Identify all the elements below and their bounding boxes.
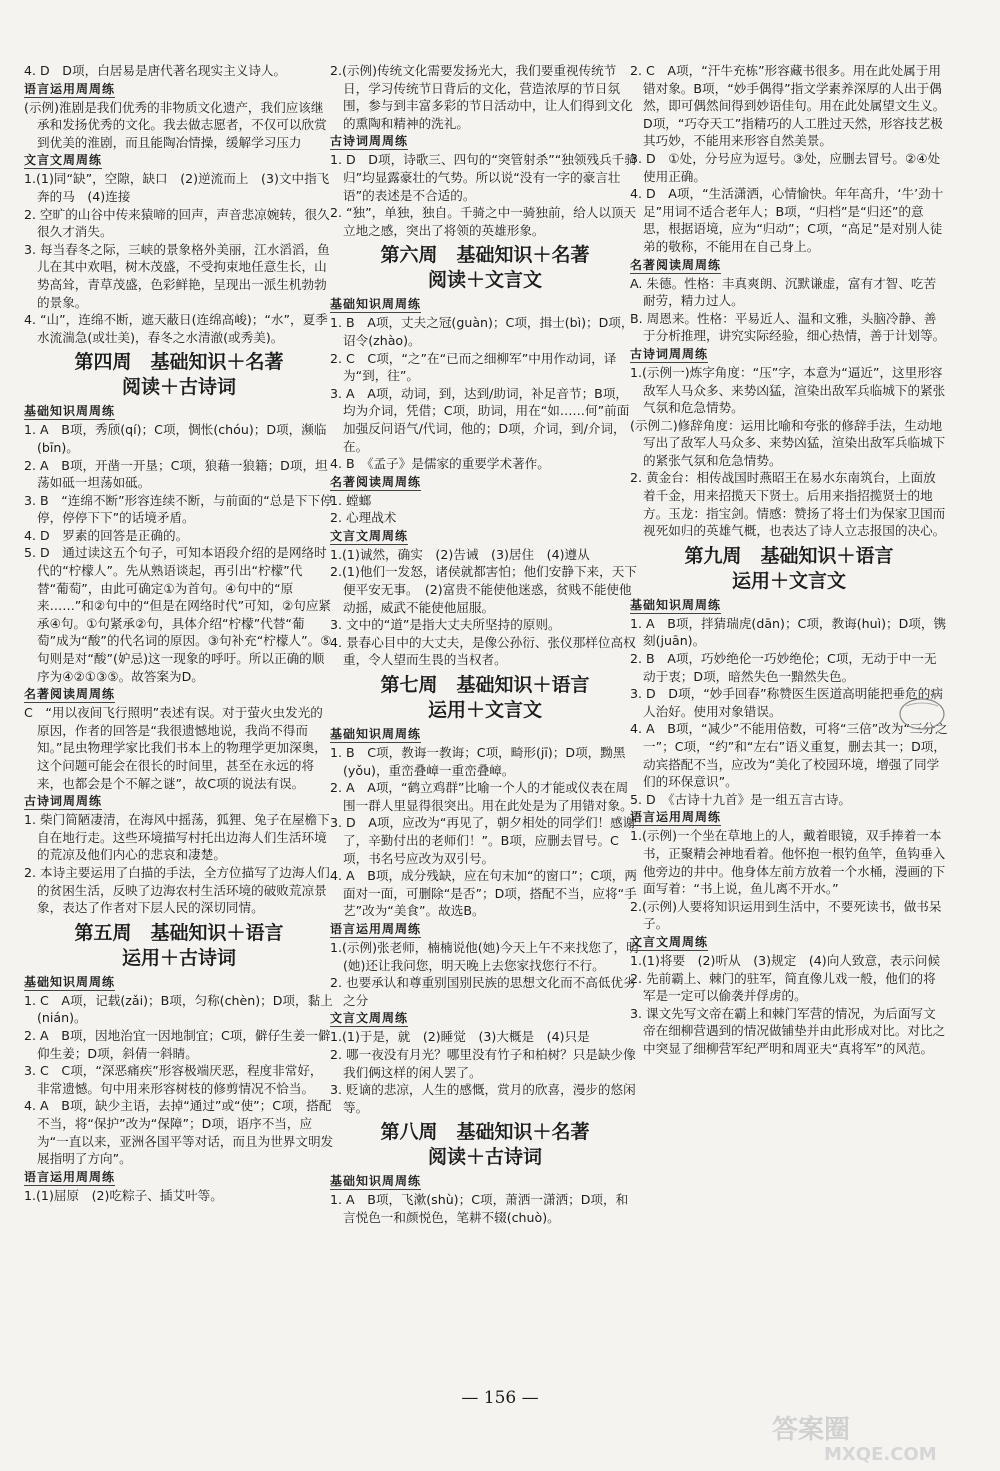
week-heading-line: 第九周 基础知识＋语言 <box>684 544 894 567</box>
section-subheading: 名著阅读周周练 <box>24 687 116 702</box>
answer-item: 1. C A项，记载(zǎi)；B项，匀称(chèn)；D项，黏上(nián)。 <box>24 992 333 1026</box>
section-subheading: 古诗词周周练 <box>24 794 103 809</box>
answer-item: 4. D A项，“生活潇洒，心情愉快。年年高升，‘牛’劲十足”用词不适合老年人；B项，“归档”是“归还”的意思，根据语境，应为“归动”；C项，“高足”是对别人徒弟的敬称，不能用在自己身上。 <box>630 186 944 254</box>
answer-item: 2.(示例)人要将知识运用到生活中，不要死读书，做书呆子。 <box>630 898 942 932</box>
section-subheading: 语言运用周周练 <box>330 921 422 936</box>
answer-item: 3. A A项，动词，到，达到/助词，补足音节；B项，均为介词，凭借；C项，助词，用在“如……何”前面加强反问语气/代词，他的；D项，介词，到/介词，在。 <box>330 385 630 454</box>
answer-item: 2. “独”，单独，独自。千骑之中一骑独前，给人以顶天立地之感，突出了将领的英雄形象。 <box>330 205 637 238</box>
answer-item: 1. B C项，教诲一教诲；C项，畸形(jī)；D项，黝黑(yǒu)，重峦叠嶂一重峦叠嶂。 <box>330 745 626 778</box>
answer-item: 2. 空旷的山谷中传来猿啼的回声，声音悲凉婉转，很久很久才消失。 <box>24 206 330 240</box>
week-heading-line: 第六周 基础知识＋名著 <box>380 244 590 267</box>
answer-item: 4. A B项，“减少”不能用倍数，可将“三倍”改为“三分之一”；C项，“约”和“左右”语义重复，删去其一；D项，动宾搭配不当，应改为“美化了校园环境，增强了同学们的环保意识”。 <box>630 721 948 790</box>
week-heading <box>24 350 334 400</box>
answer-item: 1. A B项，飞漱(shù)；C项，萧洒一潇洒；D项，和言悦色一和颜悦色，笔耕不辍(chuò)。 <box>330 1192 629 1225</box>
answer-item: A. 朱德。性格：丰真爽朗、沉默谦虚，富有才智、吃苦耐劳，精力过人。 <box>630 275 937 309</box>
answer-item: 3. D D项，“妙手回春”称赞医生医道高明能把垂危的病人治好。使用对象错误。 <box>630 686 943 719</box>
week-heading <box>630 544 948 594</box>
answer-item: 1.(1)诚然，确实 (2)告诫 (3)居住 (4)遵从 <box>330 546 590 562</box>
answer-item: 2. A B项，因地治宜一因地制宜；C项，僻仔生姜一僻仰生姜；D项，斜倩一斜睛。 <box>24 1027 331 1061</box>
week-heading <box>24 921 334 971</box>
answer-item: 1.(示例)张老师，楠楠说他(她)今天上午不来找您了，明(她)还让我问您，明天晚上去您家找您行不行。 <box>330 939 639 973</box>
section-subheading: 文言文周周练 <box>630 934 709 949</box>
section-subheading: 基础知识周周练 <box>330 297 422 312</box>
week-heading <box>330 243 640 293</box>
week-heading-line: 阅读＋文言文 <box>427 269 542 292</box>
answer-item: 2. B A项，巧妙绝伦一巧妙绝伦；C项，无动于中一无动于衷；D项，暗然失色一黯然失色。 <box>630 651 937 684</box>
section-subheading: 古诗词周周练 <box>330 134 409 149</box>
svg-text:MXQE.COM: MXQE.COM <box>824 1444 937 1464</box>
answer-item: 4. 景春心目中的大丈夫，是像公孙衍、张仪那样位高权重，令人望而生畏的当权者。 <box>330 634 636 668</box>
section-subheading: 基础知识周周练 <box>330 727 422 742</box>
watermark-logo-icon <box>764 1408 974 1464</box>
section-subheading: 文言文周周练 <box>330 528 409 543</box>
week-heading-line: 运用＋古诗词 <box>121 946 236 969</box>
section-subheading: 名著阅读周周练 <box>330 474 422 489</box>
answer-item: 1. A B项，秀颀(qí)；C项，惆怅(chóu)；D项，濒临(bīn)。 <box>24 422 327 455</box>
answer-item: 1.(1)同“缺”，空隙，缺口 (2)逆流而上 (3)文中指飞奔的马 (4)连接 <box>24 171 330 204</box>
column-3 <box>630 62 948 1058</box>
week-heading-line: 阅读＋古诗词 <box>427 1146 542 1169</box>
answer-item: 4. A B项，缺少主语，去掉“通过”或“使”；C项，搭配不当，将“保护”改为“保障”；D项，语序不当，应为“一直以来，亚洲各国平等对话，而且为世界文明发展指明了方向”。 <box>24 1098 334 1167</box>
answer-item: 1. D D项，诗歌三、四句的“突管射杀”“独领残兵千骑归”均显露豪壮的气势。所以说“没有一字的豪言壮语”的表述是不合适的。 <box>330 152 637 203</box>
answer-item: 2. 心理战术 <box>330 510 397 526</box>
section-subheading: 文言文周周练 <box>330 1011 409 1026</box>
answer-item: 5. D 《古诗十九首》是一组五言古诗。 <box>630 791 851 807</box>
section-subheading: 基础知识周周练 <box>24 404 116 419</box>
section-subheading: 语言运用周周练 <box>24 1169 116 1184</box>
week-heading-line: 第八周 基础知识＋名著 <box>380 1121 590 1144</box>
section-subheading: 名著阅读周周练 <box>630 257 722 272</box>
column-1 <box>24 62 334 1204</box>
section-subheading: 文言文周周练 <box>24 153 103 168</box>
answer-item: 3. 文中的“道”是指大丈夫所坚持的原则。 <box>330 617 561 633</box>
answer-item: 2.(示例)传统文化需要发扬光大，我们要重视传统节日，学习传统节日背后的文化，营造浓厚的节日氛围，参与到丰富多彩的节日活动中，让人们得到文化的熏陶和精神的洗礼。 <box>330 63 633 131</box>
answer-item: 2. A A项，“鹤立鸡群”比喻一个人的才能或仪表在周围一群人里显得很突出。用在此处是为了用错对象。 <box>330 780 633 813</box>
answer-item: 1.(1)将要 (2)听从 (3)规定 (4)向人致意，表示问候 <box>630 952 941 968</box>
week-heading <box>330 1120 640 1170</box>
section-subheading: 语言运用周周练 <box>24 81 116 96</box>
answer-item: C “用以夜间飞行照明”表述有误。对于萤火虫发光的原因，作者的回答是“我很遗憾地说，我尚不得而知。”昆虫物理学家比我们书本上的物理学更加深奥，这个问题可能会在很长的时间里，甚至在永远的将来，也都会是个不解之谜”，故C项的说法有误。 <box>24 705 327 791</box>
week-heading-line: 第五周 基础知识＋语言 <box>74 921 284 944</box>
week-heading-line: 运用＋文言文 <box>427 699 542 722</box>
answer-item: 2. 黄金台：相传战国时燕昭王在易水东南筑台，上面放着千金，用来招揽天下贤士。后用来指招揽贤士的地方。玉龙：指宝剑。情感：赞扬了将士们为保家卫国而视死如归的英雄气概，也表达了诗人立志报国的决心。 <box>630 470 946 539</box>
answer-item: 3. 贬谪的悲凉，人生的感慨，赏月的欣喜，漫步的悠闲等。 <box>330 1082 636 1115</box>
answer-item: 1.(示例一)炼字角度：“压”字，本意为“逼近”，这里形容敌军人马众多、来势凶猛，渲染出敌军兵临城下的紧张气氛和危急情势。 <box>630 364 946 416</box>
week-heading <box>330 673 640 723</box>
week-heading-line: 运用＋文言文 <box>731 569 846 592</box>
answer-item: 2.(1)他们一发怒，诸侯就都害怕；他们安静下来，天下便平安无事。 (2)富贵不能使他迷惑，贫贱不能使他动摇，威武不能使他屈服。 <box>330 564 637 615</box>
answer-item: 4. A B项，成分残缺，应在句末加“的窗口”；C项，两面对一面，可删除“是否”；D项，搭配不当，应将“手艺”改为“美食”。故选B。 <box>330 868 637 919</box>
answer-item: 2. C C项，“之”在“已而之细柳军”中用作动词，译为“到，往”。 <box>330 350 617 384</box>
answer-item: 1.(示例)一个坐在草地上的人，戴着眼镜，双手捧着一本书，正聚精会神地看着。他怀抱一根钓鱼竿，鱼钩垂入他旁边的井中。他身体左前方放着一个水桶，漫画的下面写着：“书上说，鱼儿离不开水。” <box>630 828 946 897</box>
answer-item: (示例二)修辞角度：运用比喻和夸张的修辞手法，生动地写出了敌军人马众多、来势凶猛，渲染出敌军兵临城下的紧张气氛和危急情势。 <box>630 417 946 468</box>
answer-item: 1.(1)屈原 (2)吃粽子、插艾叶等。 <box>24 1187 223 1203</box>
answer-item: (示例)淮剧是我们优秀的非物质文化遗产，我们应该继承和发扬优秀的文化。我去做志愿者，不仅可以欣赏到优美的淮剧，而且能陶冶情操，缓解学习压力 <box>24 99 327 150</box>
section-subheading: 基础知识周周练 <box>630 597 722 612</box>
week-heading-line: 第七周 基础知识＋语言 <box>380 674 590 697</box>
section-subheading: 基础知识周周练 <box>330 1174 422 1189</box>
answer-item: 2. 也要承认和尊重别国别民族的思想文化而不高低优劣之分 <box>330 975 636 1008</box>
answer-item: B. 周恩来。性格：平易近人、温和文雅，头脑冷静、善于分析推理，讲究实际经验，细心热情，善于计划等。 <box>630 310 946 344</box>
answer-item: 3. D A项，应改为“再见了，朝夕相处的同学们！感谢了，辛勤付出的老师们！”。B项，应删去冒号。C项，书名号应改为双引号。 <box>330 815 636 866</box>
answer-item: 4. “山”，连绵不断，遮天蔽日(连绵高峻)；“水”，夏季水流湍急(或壮美)，春冬之水清澈(或秀美)。 <box>24 312 328 345</box>
answer-item: 1. 柴门简陋凄清，在海风中摇荡，狐狸、兔子在屋檐下自在地行走。这些环境描写村托出边海人们生活环境的荒凉及他们内心的悲哀和凄楚。 <box>24 812 330 863</box>
answer-item: 4. B 《孟子》是儒家的重要学术著作。 <box>330 456 550 472</box>
section-subheading: 语言运用周周练 <box>630 810 722 825</box>
answer-item: 2. 先前霸上、棘门的驻军，简直像儿戏一般，他们的将军是一定可以偷袭并俘虏的。 <box>630 970 936 1004</box>
section-subheading: 古诗词周周练 <box>630 346 709 361</box>
week-heading-line: 阅读＋古诗词 <box>121 376 236 399</box>
stamp-icon <box>898 696 946 732</box>
answer-item: 2. C A项，“汗牛充栋”形容藏书很多。用在此处属于用错对象。B项，“妙手偶得”指文学素养深厚的人出于偶然，即可偶然间得到妙语佳句。用在此处属望文生义。D项，“巧夺天工”指精巧的人工胜过天然，形容技艺极其巧妙，不能用来形容自然美景。 <box>630 63 946 149</box>
answer-item: 1.(1)于是，就 (2)睡觉 (3)大概是 (4)只是 <box>330 1029 590 1045</box>
answer-item: 3. C C项，“深恶痛疾”形容极端厌恶，程度非常好，非常遗憾。句中用来形容树枝的修剪情况不恰当。 <box>24 1063 323 1096</box>
answer-item: 5. D 通过读这五个句子，可知本语段介绍的是网络时代的“柠檬人”。先从熟语谈起，再引出“柠檬”代替“葡萄”，由此可确定①为首句。④句中的“原来……”和②句中的“但是在网络时代”可知，②句应紧承④句。①句紧承②句，具体介绍“柠檬”代替“葡萄”成为“酸”的代名词的原因。③句补充“柠檬人”。⑤句则是对“酸”(妒忌)这一现象的呼吁。所以正确的顺序为④②①③⑤。故答案为D。 <box>24 545 332 684</box>
answer-item: 3. D ①处，分号应为逗号。③处，应删去冒号。②④处使用正确。 <box>630 150 941 184</box>
page-number: — 156 — <box>461 1388 539 1408</box>
answer-item: 2. 本诗主要运用了白描的手法，全方位描写了边海人们的贫困生活，反映了边海农村生活环境的破败荒凉景象，表达了作者对下层人民的深切同情。 <box>24 864 330 916</box>
week-heading-line: 第四周 基础知识＋名著 <box>74 351 284 374</box>
answer-item: 1. B A项，丈夫之冠(guàn)；C项，揖士(bì)；D项，诏令(zhào)。 <box>330 315 634 348</box>
answer-item: 2. 哪一夜没有月光？哪里没有竹子和柏树？只是缺少像我们俩这样的闲人罢了。 <box>330 1046 636 1080</box>
answer-item: 3. 课文先写文帝在霸上和棘门军营的情况，为后面写文帝在细柳营遇到的情况做铺垫并由此形成对比。对比之中突显了细柳营军纪严明和周亚夫“真将军”的风范。 <box>630 1005 946 1056</box>
column-2 <box>330 62 640 1227</box>
svg-text:答案圈: 答案圈 <box>772 1415 851 1445</box>
answer-item: 3. 每当春冬之际，三峡的景象格外美丽，江水滔滔，鱼儿在其中欢唱，树木茂盛，不受拘束地任意生长，山势高耸，青草茂盛，色彩鲜艳，呈现出一派生机勃勃的景象。 <box>24 241 330 310</box>
answer-item: 1. A B项，拌猜瑞虎(dān)；C项，教诲(huì)；D项，镌刻(juān)。 <box>630 615 947 649</box>
answer-item: 4. D 罗素的回答是正确的。 <box>24 527 189 543</box>
answer-item: 2. A B项，开凿一开垦；C项，狼藉一狼籍；D项，坦荡如砥一坦荡如砥。 <box>24 457 328 491</box>
answer-item: 4. D D项，白居易是唐代著名现实主义诗人。 <box>24 63 287 78</box>
section-subheading: 基础知识周周练 <box>24 974 116 989</box>
answer-item: 3. B “连绵不断”形容连续不断，与前面的“总是下下停停，停停下下”的话境矛盾。 <box>24 492 333 526</box>
answer-item: 1. 螳螂 <box>330 492 372 508</box>
